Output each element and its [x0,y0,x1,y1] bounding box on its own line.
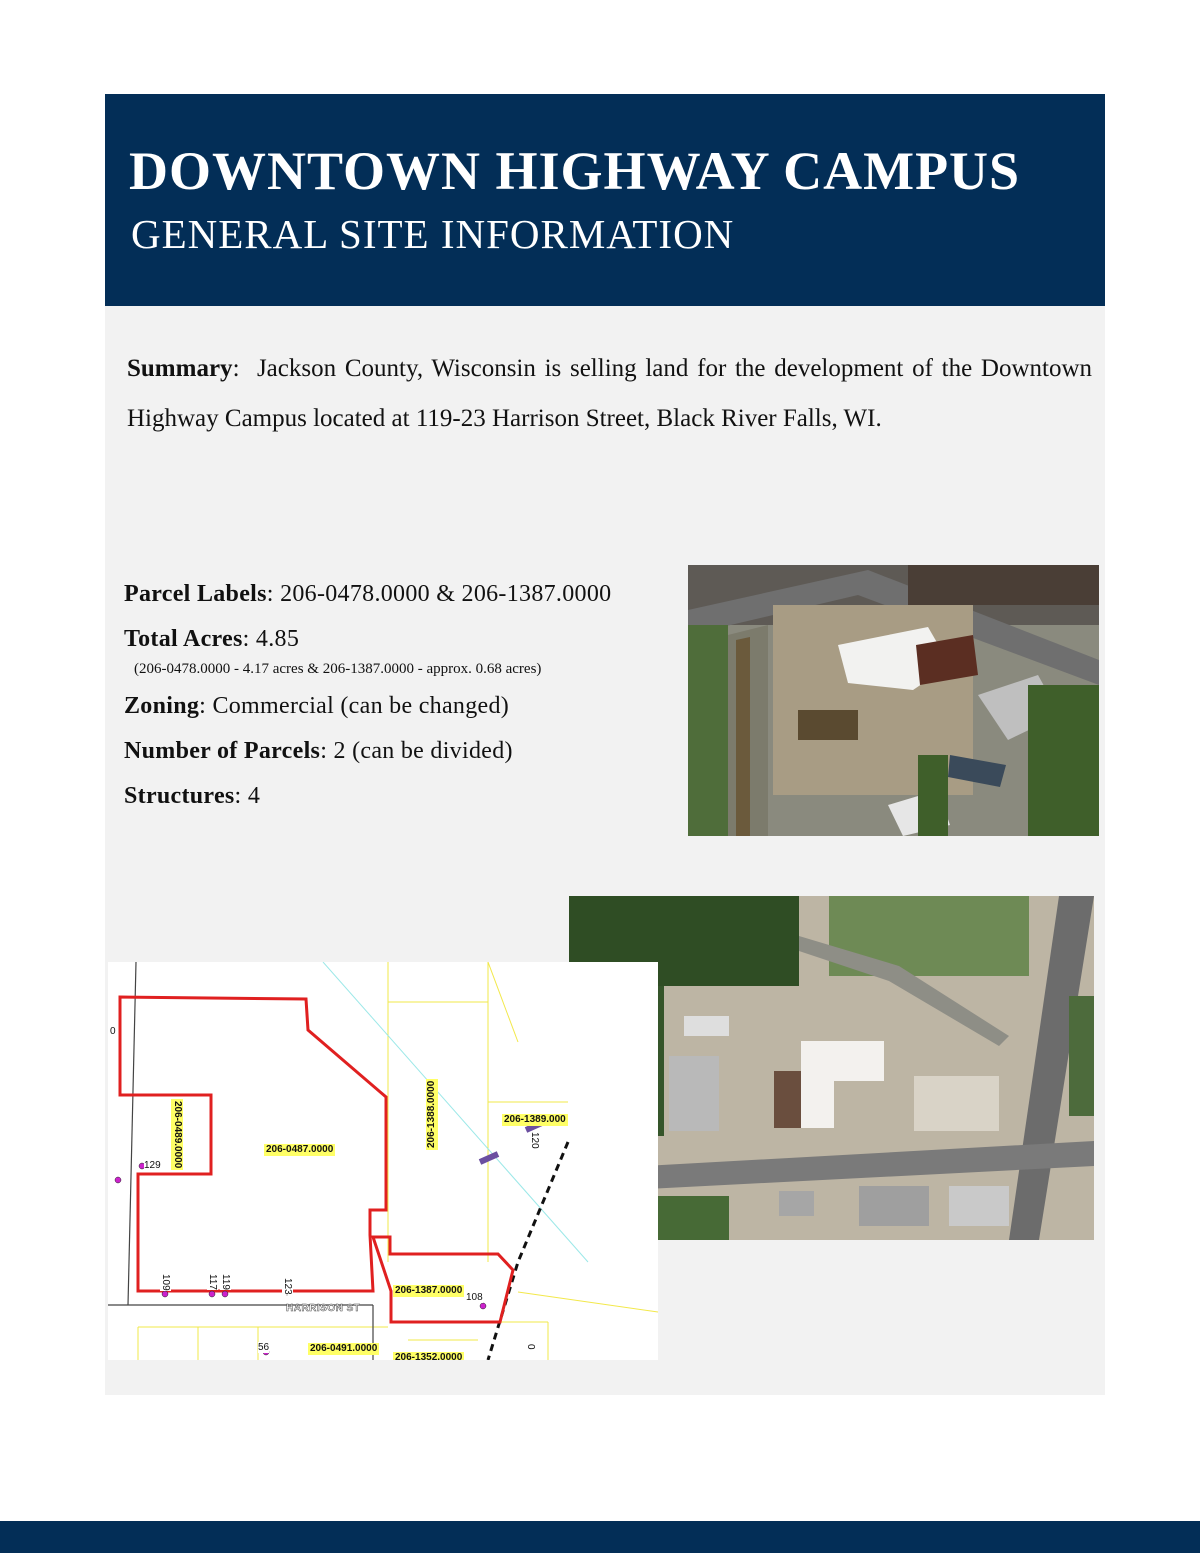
parcel-label-secondary: 206-1387.0000 [395,1285,463,1296]
page-subtitle: GENERAL SITE INFORMATION [131,211,735,257]
fact-value: 4.85 [255,626,300,652]
summary-paragraph: Summary: Jackson County, Wisconsin is selling land for the development of the Downtown Highway Campus located at 119-23 Harrison Street, Black River Falls, WI. [127,355,1092,432]
summary-label: Summary [127,355,233,382]
address-number: 120 [529,1132,540,1149]
fact-total-acres: Total Acres: 4.85 [124,626,300,652]
parcel-map [108,962,658,1360]
parcel-label-main: 206-0487.0000 [266,1144,334,1155]
fact-number-of-parcels: Number of Parcels: 2 (can be divided) [124,738,513,764]
fact-label: Total Acres [124,626,243,652]
fact-label: Structures [124,783,235,809]
address-number: 109 [160,1274,171,1291]
fact-structures: Structures: 4 [124,783,261,809]
summary-text: Jackson County, Wisconsin is selling land for the development of the Downtown Highway Campus located at 119-23 Harrison Street, Black River Falls, WI. [127,355,1092,432]
acres-note: (206-0478.0000 - 4.17 acres & 206-1387.0000 - approx. 0.68 acres) [134,661,542,677]
fact-zoning: Zoning: Commercial (can be changed) [124,693,510,719]
parcel-label: 206-0491.0000 [310,1343,378,1354]
fact-value: 2 (can be divided) [333,738,513,764]
parcel-label: 206-0489.0000 [172,1101,183,1169]
address-number: 0 [110,1026,116,1037]
fact-label: Parcel Labels [124,581,267,607]
fact-value: Commercial (can be changed) [212,693,510,719]
fact-label: Zoning [124,693,200,719]
aerial-photo-1 [688,565,1099,836]
fact-value: 206-0478.0000 & 206-1387.0000 [280,581,612,607]
address-number: 119 [220,1274,231,1290]
parcel-label: 206-1388.0000 [426,1080,437,1148]
parcel-label: 206-1389.000 [504,1114,566,1125]
parcel-label: 206-1352.0000 [393,1352,464,1360]
fact-value: 4 [247,783,261,809]
street-label: HARRISON ST [286,1303,361,1314]
footer-bar [0,1521,1200,1553]
fact-label: Number of Parcels [124,738,321,764]
address-number: 56 [258,1342,270,1353]
site-facts [124,572,684,819]
address-number: 123 [282,1278,293,1295]
address-number: 0 [525,1344,536,1350]
page-title: DOWNTOWN HIGHWAY CAMPUS [129,141,1021,201]
address-number: 129 [144,1160,161,1171]
header-banner [105,94,1105,306]
address-number: 117 [207,1274,218,1290]
address-number: 108 [466,1292,483,1303]
fact-parcel-labels: Parcel Labels: 206-0478.0000 & 206-1387.0000 [124,581,612,607]
